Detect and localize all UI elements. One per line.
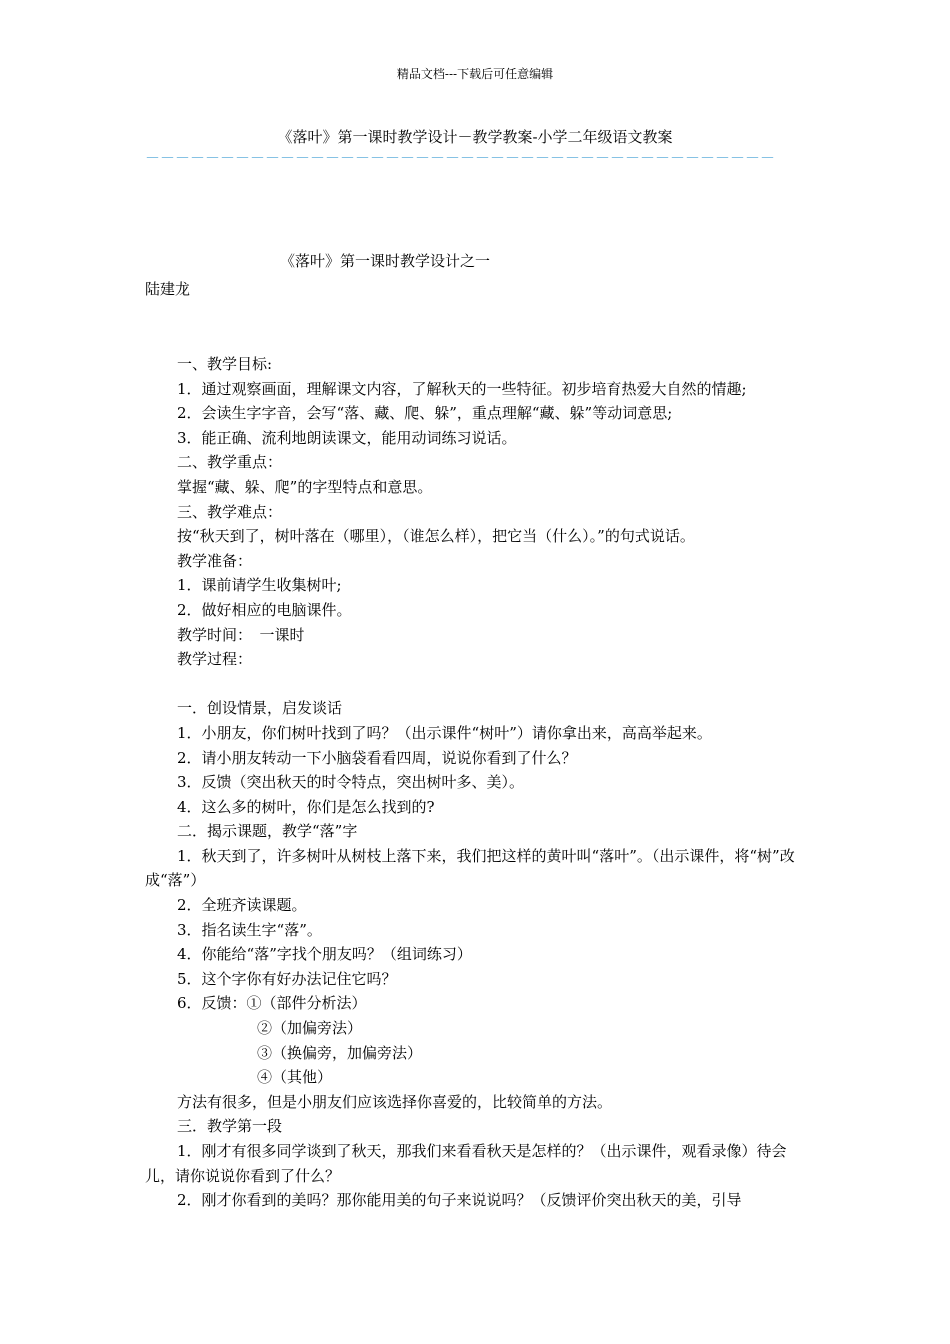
title-divider: －－－－－－－－－－－－－－－－－－－－－－－－－－－－－－－－－－－－－－－－－－ [145,150,776,166]
paragraph-line: ③（换偏旁，加偏旁法） [257,1043,423,1062]
paragraph-line: 2．做好相应的电脑课件。 [177,600,352,619]
section-heading: 教学准备： [177,551,253,570]
section-heading: 二．揭示课题，教学“落”字 [177,822,358,841]
paragraph-line: 3．反馈（突出秋天的时令特点，突出树叶多、美）。 [177,773,525,792]
paragraph-line: 按“秋天到了，树叶落在（哪里），（谁怎么样），把它当（什么）。”的句式说话。 [177,527,695,546]
document-title: 《落叶》第一课时教学设计－教学教案-小学二年级语文教案 [277,128,673,146]
section-heading: 三．教学第一段 [177,1117,283,1136]
paragraph-line: 1．小朋友，你们树叶找到了吗？（出示课件“树叶”）请你拿出来，高高举起来。 [177,723,712,742]
document-body [145,352,815,1213]
paragraph-line: 4．这么多的树叶，你们是怎么找到的? [177,797,435,816]
paragraph-line: 2．会读生字字音，会写“落、藏、爬、躲”，重点理解“藏、躲”等动词意思; [177,404,673,423]
document-subtitle: 《落叶》第一课时教学设计之一 [280,252,491,270]
paragraph-line: 5．这个字你有好办法记住它吗？ [177,969,397,988]
section-heading: 一．创设情景，启发谈话 [177,699,343,718]
paragraph-line: ④（其他） [257,1068,333,1087]
paragraph-line: 掌握“藏、躲、爬”的字型特点和意思。 [177,477,433,496]
section-heading: 一、教学目标: [177,355,273,373]
header-note: 精品文档---下载后可任意编辑 [396,67,554,81]
paragraph-wrapped: 1．秋天到了，许多树叶从树枝上落下来，我们把这样的黄叶叫“落叶”。（出示课件，将“树”改成“落”） [145,846,795,890]
section-heading: 二、教学重点： [177,453,283,472]
paragraph-line: 6．反馈：①（部件分析法） [177,994,367,1013]
paragraph-line: 3．指名读生字“落”。 [177,920,322,939]
paragraph-line: 教学时间： 一课时 [177,625,305,644]
paragraph-line: 2．刚才你看到的美吗？那你能用美的句子来说说吗？（反馈评价突出秋天的美，引导 [177,1191,742,1210]
paragraph-line: 方法有很多，但是小朋友们应该选择你喜爱的，比较简单的方法。 [177,1092,613,1111]
paragraph-line: 4．你能给“落”字找个朋友吗？（组词练习） [177,945,472,964]
paragraph-wrapped: 1．刚才有很多同学谈到了秋天，那我们来看看秋天是怎样的？（出示课件，观看录像）待会儿，请你说说你看到了什么？ [145,1142,787,1185]
section-heading: 三、教学难点： [177,502,283,521]
blank-line [145,672,815,697]
paragraph-line: 3．能正确、流利地朗读课文，能用动词练习说话。 [177,428,517,447]
author-name: 陆建龙 [145,280,191,298]
paragraph-line: ②（加偏旁法） [257,1019,363,1038]
paragraph-line: 1．课前请学生收集树叶; [177,576,342,595]
section-heading: 教学过程： [177,650,253,669]
paragraph-line: 2．请小朋友转动一下小脑袋看看四周，说说你看到了什么？ [177,748,577,767]
paragraph-line: 1．通过观察画面，理解课文内容，了解秋天的一些特征。初步培育热爱大自然的情趣; [177,379,747,398]
paragraph-line: 2．全班齐读课题。 [177,896,307,915]
